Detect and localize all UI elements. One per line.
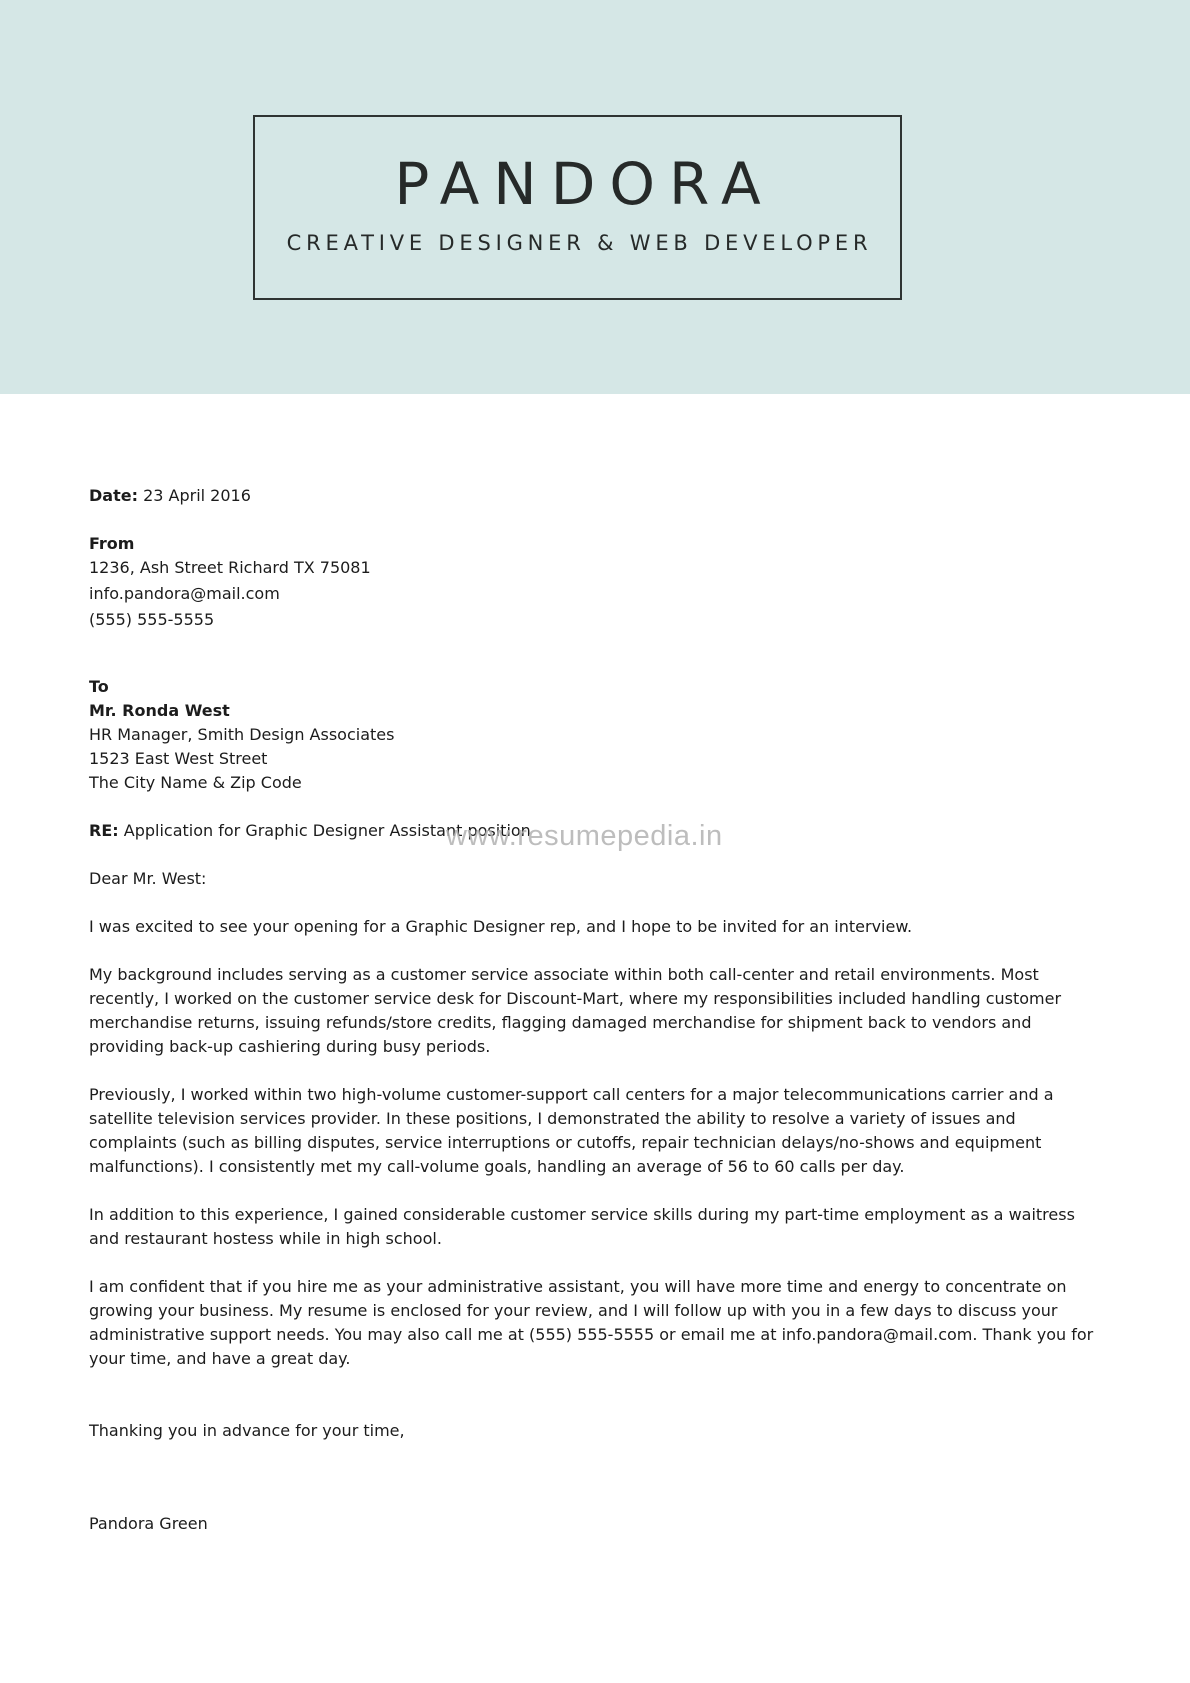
recipient-title: HR Manager, Smith Design Associates — [89, 725, 395, 744]
date-line — [89, 484, 1099, 508]
paragraph-1: I was excited to see your opening for a Graphic Designer rep, and I hope to be invited for an interview. — [89, 917, 913, 936]
re-label: RE: — [89, 821, 119, 840]
from-email: info.pandora@mail.com — [89, 584, 280, 603]
paragraph-4: In addition to this experience, I gained considerable customer service skills during my part-time employment as a waitress and restaurant hostess while in high school. — [89, 1205, 1075, 1248]
from-label: From — [89, 534, 135, 553]
cover-letter-body — [89, 484, 1099, 1443]
re-value: Application for Graphic Designer Assistant position — [118, 821, 531, 840]
from-phone: (555) 555-5555 — [89, 610, 215, 629]
recipient-city: The City Name & Zip Code — [89, 773, 302, 792]
header-band — [0, 0, 1190, 394]
to-label: To — [89, 677, 109, 696]
name-frame — [253, 115, 902, 300]
paragraph-5: I am confident that if you hire me as your administrative assistant, you will have more time and energy to concentrate on growing your business. My resume is enclosed for your review, and I will follow up with you in a few days to discuss your administrative support needs. You may also call me at (555) 555-5555 or email me at info.pandora@mail.com. Thank you for your time, and have a great day. — [89, 1277, 1094, 1368]
closing: Thanking you in advance for your time, — [89, 1421, 405, 1440]
applicant-name: PANDORA — [394, 150, 775, 218]
date-label: Date: — [89, 486, 138, 505]
signature-cut-off — [89, 1512, 208, 1533]
salutation: Dear Mr. West: — [89, 869, 207, 888]
recipient-name: Mr. Ronda West — [89, 701, 230, 720]
date-value: 23 April 2016 — [137, 486, 251, 505]
signature: Pandora Green — [89, 1514, 208, 1533]
watermark: www.resumepedia.in — [446, 820, 723, 852]
paragraph-2: My background includes serving as a customer service associate within both call-center and retail environments. Most recently, I worked on the customer service desk for Discount-Mart, where my responsibilities included handling customer merchandise returns, issuing refunds/store credits, flagging damaged merchandise for shipment back to vendors and providing back-up cashiering during busy periods. — [89, 965, 1062, 1056]
paragraph-3: Previously, I worked within two high-volume customer-support call centers for a major telecommunications carrier and a satellite television services provider. In these positions, I demonstrated the ability to resolve a variety of issues and complaints (such as billing disputes, service interruptions or cutoffs, repair technician delays/no-shows and equipment malfunctions). I consistently met my call-volume goals, handling an average of 56 to 60 calls per day. — [89, 1085, 1054, 1176]
applicant-title: CREATIVE DESIGNER & WEB DEVELOPER — [286, 231, 873, 255]
from-address: 1236, Ash Street Richard TX 75081 — [89, 558, 371, 577]
recipient-street: 1523 East West Street — [89, 749, 268, 768]
